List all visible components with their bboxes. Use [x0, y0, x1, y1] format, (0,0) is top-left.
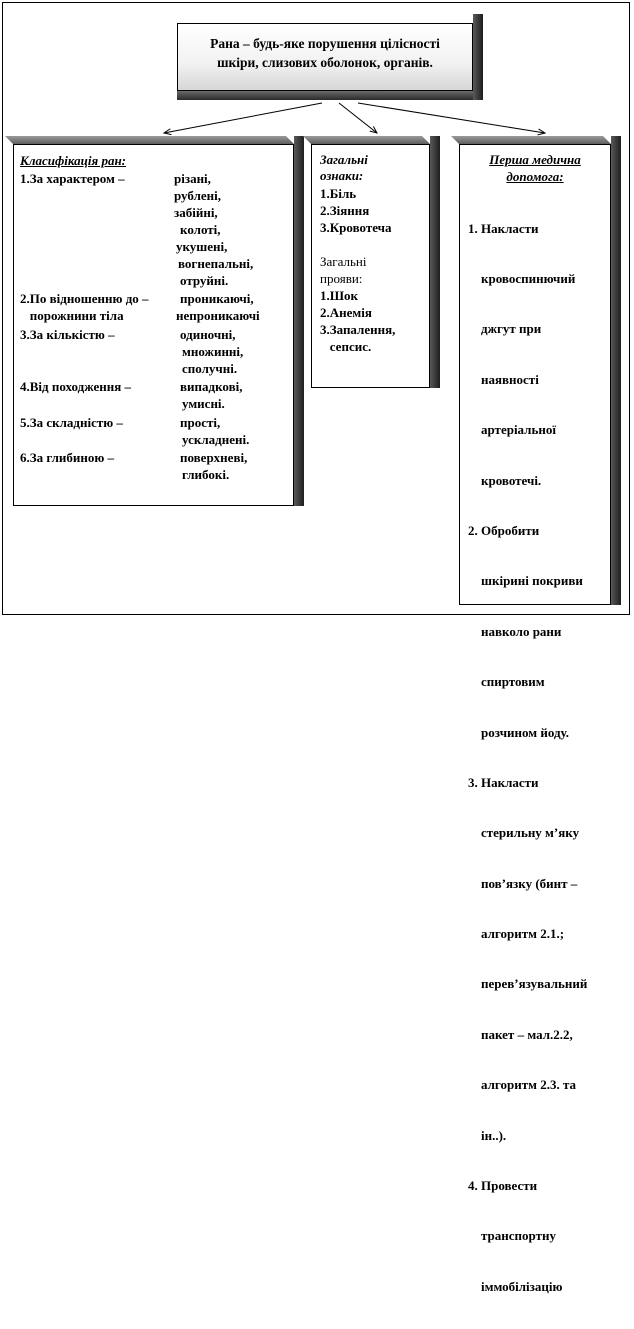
general-sign: 2.Анемія	[320, 305, 372, 320]
first-aid-line: перев’язувальний	[468, 976, 588, 992]
first-aid-line: 3. Накласти	[468, 774, 539, 790]
row-value: глибокі.	[182, 467, 230, 482]
arrow-to-signs	[339, 103, 377, 133]
row-value: поверхневі,	[180, 450, 248, 465]
row-label: 6.За глибиною –	[20, 450, 115, 465]
definition-line-1: Рана – будь-яке порушення цілісності	[210, 36, 440, 51]
first-aid-steps	[468, 187, 587, 1329]
row-value: ускладнені.	[182, 432, 250, 447]
row-value: рублені,	[174, 188, 221, 203]
first-aid-line: 1. Накласти	[468, 220, 539, 236]
row-value: випадкові,	[180, 379, 243, 394]
first-aid-line: кровотечі.	[468, 472, 542, 488]
row-value: сполучні.	[182, 361, 238, 376]
first-aid-line: транспортну	[468, 1228, 556, 1244]
first-aid-heading-line-1: Перша медична	[489, 152, 581, 167]
signs-heading-line-1: Загальні	[320, 152, 368, 167]
row-value: укушені,	[176, 239, 228, 254]
row-value: вогнепальні,	[178, 256, 254, 271]
first-aid-line: алгоритм 2.3. та	[468, 1077, 576, 1093]
first-aid-line: наявності	[468, 371, 539, 387]
local-sign: 1.Біль	[320, 186, 357, 201]
first-aid-line: 2. Обробити	[468, 522, 540, 538]
first-aid-box	[459, 144, 611, 1294]
first-aid-line: артеріальної	[468, 422, 556, 438]
row-value: прості,	[180, 415, 221, 430]
row-value: непроникаючі	[176, 308, 260, 323]
first-aid-line: кровоспинючий	[468, 270, 576, 286]
row-label: 5.За складністю –	[20, 415, 123, 430]
row-label: 3.За кількістю –	[20, 327, 115, 342]
row-value: проникаючі,	[180, 291, 254, 306]
first-aid-line: стерильну м’яку	[468, 825, 580, 841]
first-aid-line: 4. Провести	[468, 1178, 538, 1194]
first-aid-line: іммобілізацію	[468, 1278, 563, 1294]
row-label: 2.По відношенню до –	[20, 291, 149, 306]
first-aid-line: пакет – мал.2.2,	[468, 1026, 573, 1042]
local-sign: 2.Зіяння	[320, 203, 370, 218]
row-value: забійні,	[174, 205, 218, 220]
row-label: 4.Від походження –	[20, 379, 132, 394]
row-value: отруйні.	[180, 273, 229, 288]
first-aid-line: спиртовим	[468, 674, 545, 690]
general-sign: сепсис.	[320, 339, 372, 354]
local-sign: 3.Кровотеча	[320, 220, 392, 235]
first-aid-line: шкірині покриви	[468, 573, 583, 589]
general-heading-line-1: Загальні	[320, 254, 367, 269]
classification-box	[13, 144, 294, 506]
first-aid-line: розчином йоду.	[468, 724, 570, 740]
row-value: різані,	[174, 171, 211, 186]
row-value: множинні,	[182, 344, 244, 359]
first-aid-heading-line-2: допомога:	[506, 169, 564, 184]
general-heading-line-2: прояви:	[320, 271, 363, 286]
signs-heading-line-2: ознаки:	[320, 168, 364, 183]
first-aid-line: пов’язку (бинт –	[468, 875, 578, 891]
definition-line-2: шкіри, слизових оболонок, органів.	[217, 55, 433, 70]
row-value: одиночні,	[180, 327, 236, 342]
first-aid-line: алгоритм 2.1.;	[468, 926, 565, 942]
definition-box	[177, 23, 473, 91]
first-aid-line: навколо рани	[468, 623, 562, 639]
arrow-to-first-aid	[358, 103, 545, 133]
general-sign: 1.Шок	[320, 288, 359, 303]
arrow-to-classification	[164, 103, 322, 133]
row-label: 1.За характером –	[20, 171, 125, 186]
row-value: колоті,	[180, 222, 221, 237]
row-label-continued: порожнини тіла	[20, 308, 124, 323]
classification-heading: Класифікація ран:	[20, 153, 127, 168]
row-value: умисні.	[182, 396, 225, 411]
first-aid-line: ін..).	[468, 1127, 507, 1143]
general-sign: 3.Запалення,	[320, 322, 396, 337]
first-aid-line: джгут при	[468, 321, 542, 337]
signs-box	[311, 144, 430, 388]
